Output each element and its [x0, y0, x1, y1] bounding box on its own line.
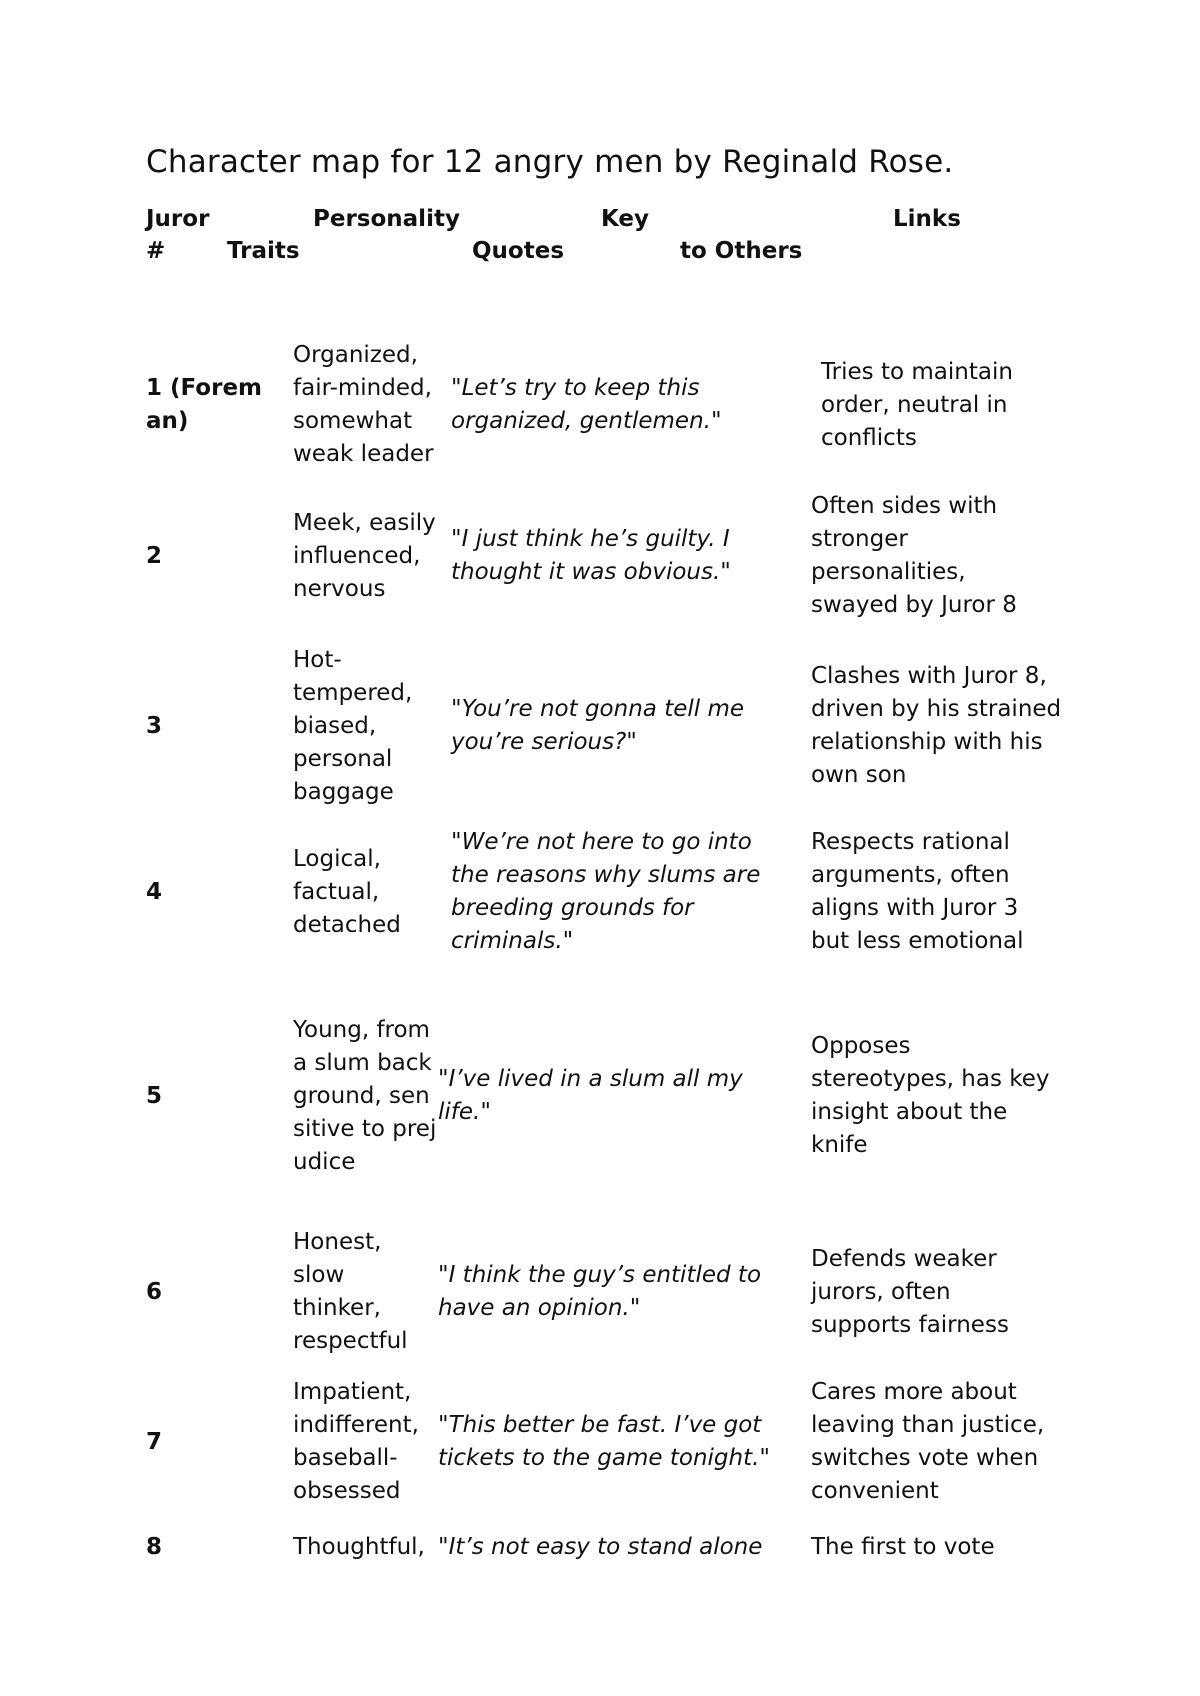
- links-to-others: Defends weaker jurors, often supports fairness: [811, 1245, 1009, 1338]
- links-to-others: Clashes with Juror 8, driven by his strained relationship with his own son: [811, 663, 1062, 788]
- key-quote: "I think the guy’s entitled to have an opinion.": [438, 1262, 762, 1321]
- links-to-others: Tries to maintain order, neutral in conflicts: [821, 358, 1013, 451]
- personality-traits: Organized, fair-minded, somewhat weak leader: [293, 342, 434, 467]
- personality-traits: Thoughtful,: [293, 1533, 425, 1560]
- personality-traits: Hot-tempered, biased, personal baggage: [293, 646, 413, 805]
- table-row: [0, 980, 1200, 1212]
- key-quote: "I just think he’s guilty. I thought it was obvious.": [451, 526, 731, 585]
- juror-number: 1 (Foreman): [146, 375, 263, 434]
- juror-number: 4: [146, 878, 163, 905]
- personality-traits: Young, from a slum background, sensitive to prejudice: [293, 1016, 437, 1175]
- table-row: [0, 1375, 1200, 1509]
- table-row: [0, 824, 1200, 960]
- juror-number: 7: [146, 1428, 163, 1455]
- header-quotes: Quotes: [472, 238, 565, 264]
- table-row: [0, 337, 1200, 473]
- table-row: [0, 641, 1200, 811]
- document-title: Character map for 12 angry men by Reginald Rose.: [146, 144, 954, 180]
- links-to-others: The first to vote: [811, 1533, 995, 1560]
- juror-number: 3: [146, 712, 163, 739]
- header-to-others: to Others: [680, 238, 803, 264]
- key-quote: "Let’s try to keep this organized, gentlemen.": [451, 375, 722, 434]
- header-key: Key: [601, 206, 650, 232]
- personality-traits: Impatient, indifferent, baseball-obsessed: [293, 1379, 419, 1504]
- table-row: [0, 1225, 1200, 1359]
- links-to-others: Respects rational arguments, often aligns with Juror 3 but less emotional: [811, 829, 1024, 954]
- table-row: [0, 1527, 1200, 1567]
- key-quote: "It’s not easy to stand alone: [438, 1533, 763, 1560]
- key-quote: "You’re not gonna tell me you’re serious?": [451, 696, 745, 755]
- key-quote: "I’ve lived in a slum all my life.": [438, 1066, 743, 1125]
- links-to-others: Opposes stereotypes, has key insight about the knife: [811, 1033, 1050, 1158]
- juror-number: 2: [146, 542, 163, 569]
- juror-number: 5: [146, 1082, 163, 1109]
- header-traits: Traits: [227, 238, 300, 264]
- header-personality: Personality: [313, 206, 460, 232]
- links-to-others: Cares more about leaving than justice, switches vote when convenient: [811, 1379, 1045, 1504]
- juror-number: 6: [146, 1278, 163, 1305]
- personality-traits: Meek, easily influenced, nervous: [293, 509, 436, 602]
- table-row: [0, 488, 1200, 624]
- links-to-others: Often sides with stronger personalities, swayed by Juror 8: [811, 493, 1017, 618]
- personality-traits: Logical, factual, detached: [293, 845, 401, 938]
- personality-traits: Honest, slow thinker, respectful: [293, 1229, 408, 1354]
- header-number-sign: #: [146, 238, 166, 264]
- key-quote: "We’re not here to go into the reasons why slums are breeding grounds for criminals.": [451, 829, 761, 954]
- key-quote: "This better be fast. I’ve got tickets to the game tonight.": [438, 1412, 770, 1471]
- header-juror: Juror: [146, 206, 210, 232]
- juror-number: 8: [146, 1533, 163, 1560]
- header-links: Links: [893, 206, 961, 232]
